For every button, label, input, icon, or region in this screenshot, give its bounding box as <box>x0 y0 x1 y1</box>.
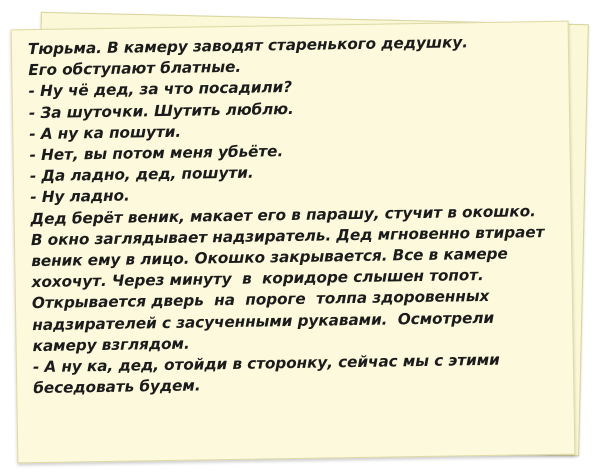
joke-text-block <box>28 31 565 458</box>
text-line: хохочут. Через минуту в коридоре слышен топот. <box>31 266 484 292</box>
text-line: В окно заглядывает надзиратель. Дед мгновенно втирает <box>30 222 545 249</box>
text-line: беседовать будем. <box>33 376 201 398</box>
text-line: Тюрьма. В камеру заводят старенького дедушку. <box>27 33 469 59</box>
text-line: Его обступают блатные. <box>28 57 242 80</box>
paper-card-front <box>11 21 576 464</box>
text-line: - Да ладно, дед, пошути. <box>29 163 254 186</box>
text-line: - А ну ка пошути. <box>29 122 182 143</box>
text-line: Открывается дверь на пороге толпа здоровенных <box>31 287 490 313</box>
text-line: веник ему в лицо. Окошко закрывается. Все в камере <box>31 244 508 271</box>
text-line: камеру взглядом. <box>32 334 190 355</box>
text-line: Дед берёт веник, макает его в парашу, стучит в окошко. <box>30 201 536 228</box>
text-line: - За шуточки. Шутить люблю. <box>28 99 294 122</box>
text-line: надзирателей с засученными рукавами. Осмотрели <box>32 308 495 334</box>
text-line: - Нет, вы потом меня убьёте. <box>29 142 284 165</box>
text-line: - Ну чё дед, за что посадили? <box>28 78 293 101</box>
text-line: - А ну ка, дед, отойди в сторонку, сейчас мы с этими <box>32 350 500 377</box>
text-line: - Ну ладно. <box>30 186 130 207</box>
